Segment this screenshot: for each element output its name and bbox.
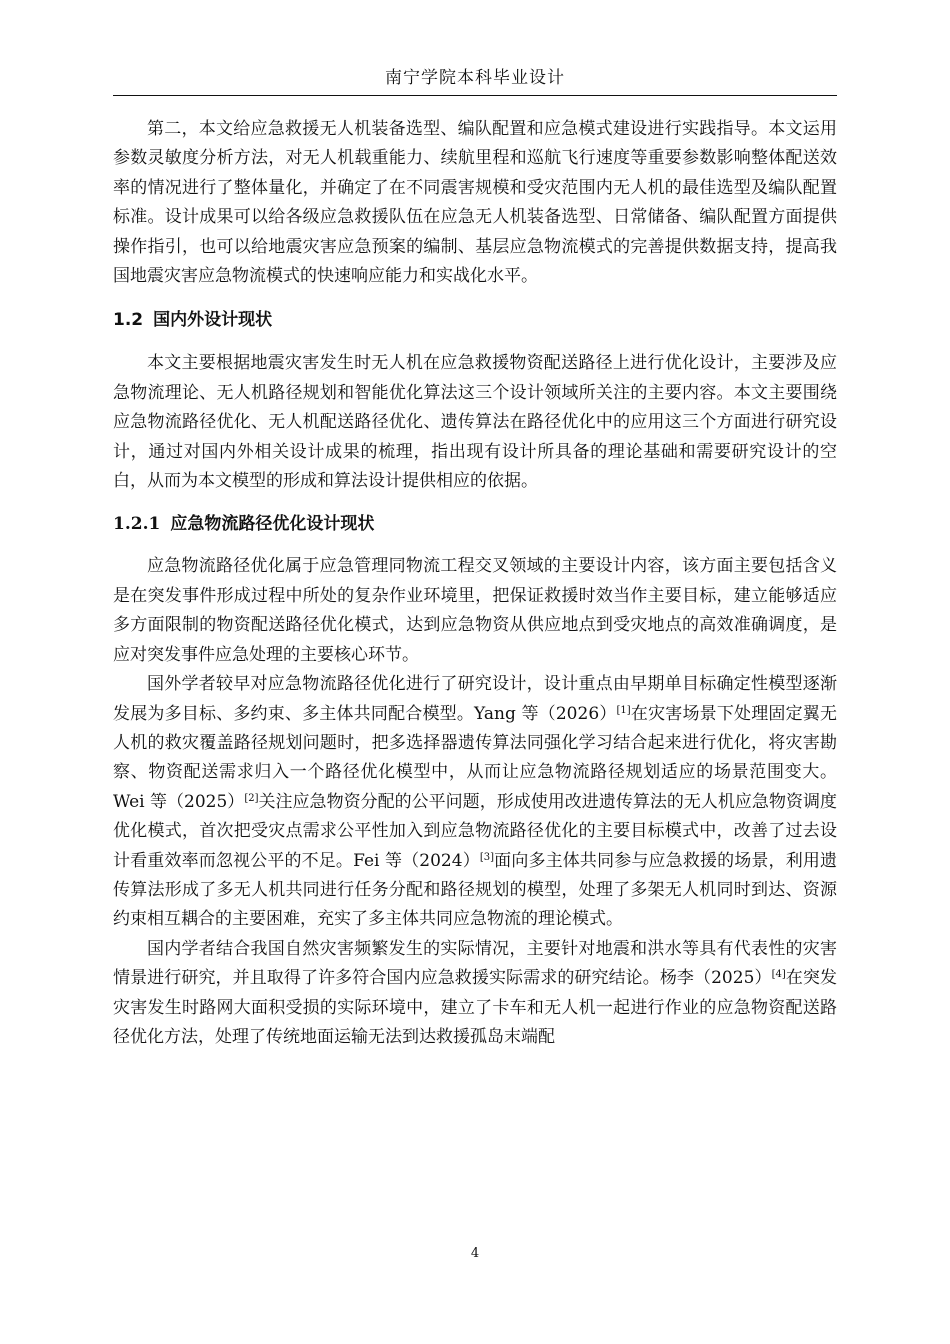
text-segment: 关注应急物资分配的公平问题，形成使用改进遗传算法的无人机应急物资调度优化模式，首次把受灾点需求公平性加入到应急物流路径优化的主要目标模式中，改善了过去设计看重效率而忽视公平的不足。Fei 等（2024）	[113, 791, 837, 871]
citation-ref-4: [4]	[771, 969, 786, 981]
paragraph-foreign-research	[113, 670, 837, 935]
page-header-title: 南宁学院本科毕业设计	[385, 68, 565, 88]
text-segment: 在突发灾害发生时路网大面积受损的实际环境中，建立了卡车和无人机一起进行作业的应急物资配送路径优化方法，处理了传统地面运输无法到达救援孤岛末端配	[113, 968, 838, 1047]
citation-ref-3: [3]	[479, 851, 495, 863]
paragraph-research-overview: 本文主要根据地震灾害发生时无人机在应急救援物资配送路径上进行优化设计，主要涉及应急物流理论、无人机路径规划和智能优化算法这三个设计领域所关注的主要内容。本文主要围绕应急物流路径优化、无人机配送路径优化、遗传算法在路径优化中的应用这三个方面进行研究设计，通过对国内外相关设计成果的梳理，指出现有设计所具备的理论基础和需要研究设计的空白，从而为本文模型的形成和算法设计提供相应的依据。	[113, 353, 837, 492]
page-number: 4	[470, 1246, 480, 1261]
text-segment: 在灾害场景下处理固定翼无人机的救灾覆盖路径规划问题时，把多选择器遗传算法同强化学习结合起来进行优化，将灾害勘察、物资配送需求归入一个路径优化模型中，从而让应急物流路径规划适应的场景范围变大。Wei 等（2025）	[113, 703, 838, 812]
paragraph-practice-guidance: 第二，本文给应急救援无人机装备选型、编队配置和应急模式建设进行实践指导。本文运用参数灵敏度分析方法，对无人机载重能力、续航里程和巡航飞行速度等重要参数影响整体配送效率的情况进行了整体量化，并确定了在不同震害规模和受灾范围内无人机的最佳选型及编队配置标准。设计成果可以给各级应急救援队伍在应急无人机装备选型、日常储备、编队配置方面提供操作指引，也可以给地震灾害应急预案的编制、基层应急物流模式的完善提供数据支持，提高我国地震灾害应急物流模式的快速响应能力和实战化水平。	[113, 119, 837, 287]
citation-ref-2: [2]	[244, 792, 259, 804]
header-divider	[113, 95, 837, 96]
text-segment: 国内学者结合我国自然灾害频繁发生的实际情况，主要针对地震和洪水等具有代表性的灾害情景进行研究，并且取得了许多符合国内应急救援实际需求的研究结论。杨李（2025）	[113, 938, 837, 989]
section-heading	[113, 291, 837, 349]
page-body	[113, 115, 837, 1052]
subsection-heading	[113, 496, 837, 552]
text-segment: 面向多主体共同参与应急救援的场景，利用遗传算法形成了多无人机共同进行任务分配和路径规划的模型，处理了多架无人机同时到达、资源约束相互耦合的主要困难，充实了多主体共同应急物流的理论模式。	[113, 850, 838, 930]
section-number: 1.2	[113, 310, 144, 331]
text-segment: 国外学者较早对应急物流路径优化进行了研究设计，设计重点由早期单目标确定性模型逐渐发展为多目标、多约束、多主体共同配合模型。Yang 等（2026）	[113, 674, 837, 724]
citation-ref-1: [1]	[616, 704, 631, 716]
section-title: 国内外设计现状	[153, 310, 273, 331]
paragraph-domestic-research	[113, 935, 837, 1053]
subsection-number: 1.2.1	[113, 514, 161, 535]
subsection-title: 应急物流路径优化设计现状	[170, 514, 375, 535]
paragraph-emergency-logistics-definition: 应急物流路径优化属于应急管理同物流工程交叉领域的主要设计内容，该方面主要包括含义是在突发事件形成过程中所处的复杂作业环境里，把保证救援时效当作主要目标，建立能够适应多方面限制的物资配送路径优化模式，达到应急物资从供应地点到受灾地点的高效准确调度，是应对突发事件应急处理的主要核心环节。	[113, 556, 837, 665]
